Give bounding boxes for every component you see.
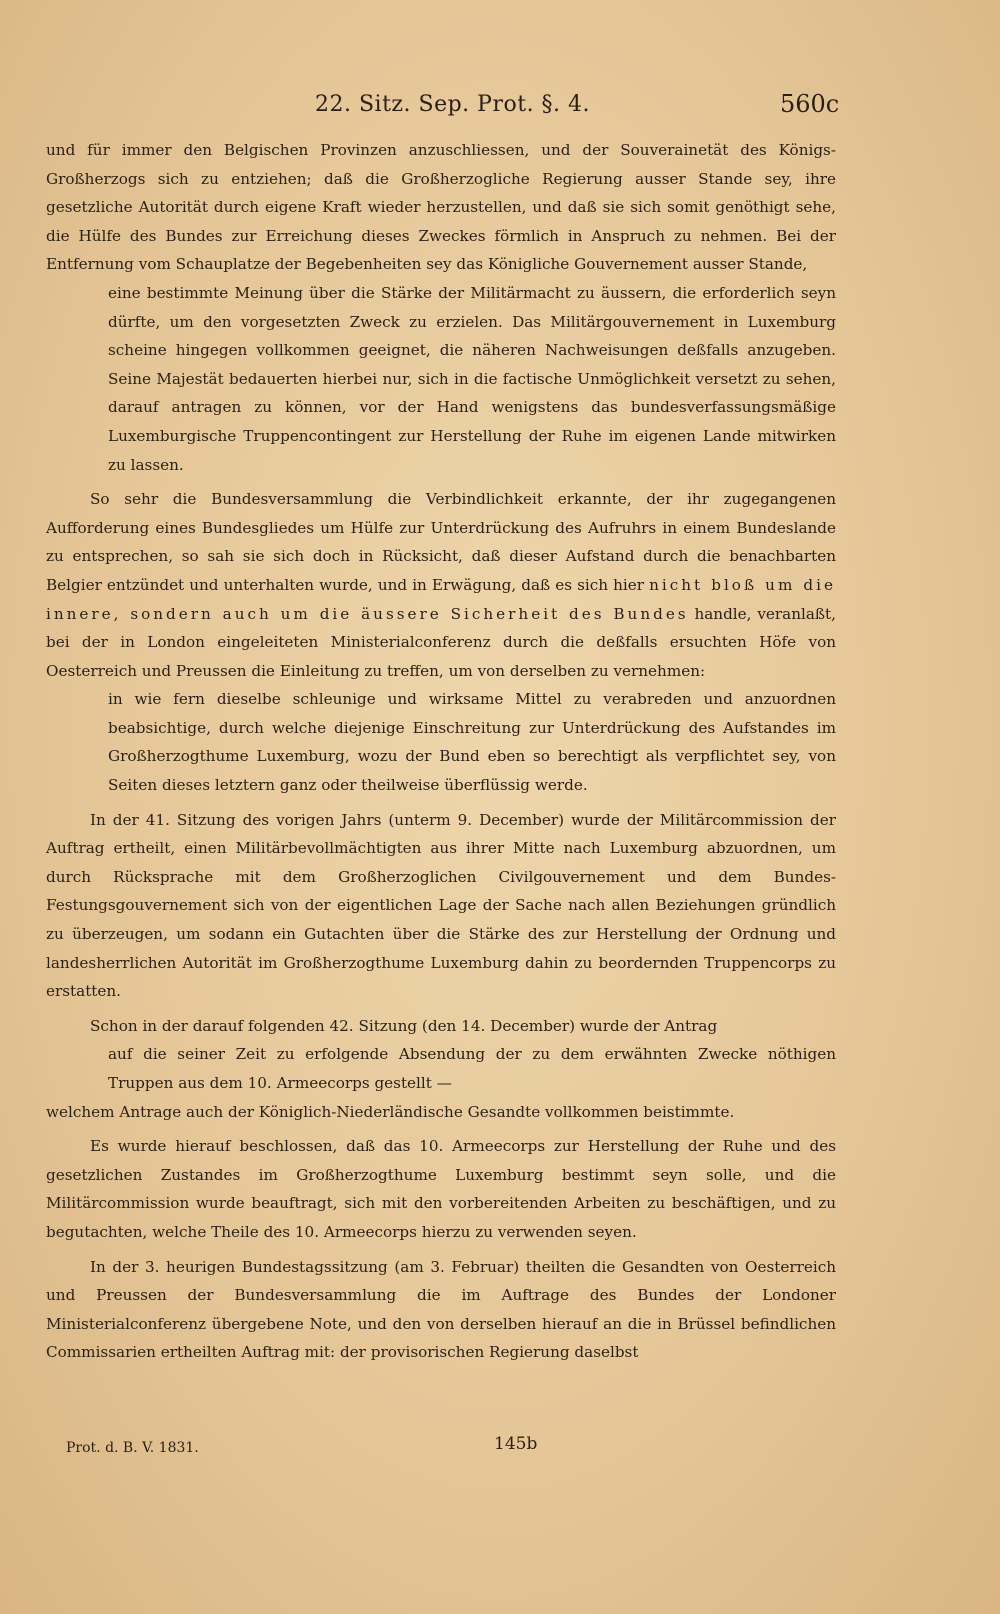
sheet-mark: 145b — [494, 1434, 538, 1454]
paragraph-7: In der 3. heurigen Bundestagssitzung (am 3. Februar) theilten die Gesandten von Oesterreich und Preussen der Bundesversammlung die im Auftrage des Bundes der Londoner Ministerialconferenz übergebene Note, und den von derselben hierauf an die in Brüssel befindlichen Commissarien ertheilten Auftrag mit: der provisorischen Regierung daselbst — [46, 1257, 836, 1362]
paragraph-5: welchem Antrage auch der Königlich-Niederländische Gesandte vollkommen beistimmte. — [46, 1102, 735, 1121]
page-number: 560c — [780, 90, 840, 118]
paragraph-4: Schon in der darauf folgenden 42. Sitzung (den 14. December) wurde der Antrag — [90, 1016, 718, 1035]
paragraph-2-emphasis: nicht bloß um die innere, sondern auch um die äussere Sicherheit des Bundes — [46, 575, 836, 623]
paragraph-continuation: und für immer den Belgischen Provinzen anzuschliessen, und der Souverainetät des Königs-Großherzogs sich zu entziehen; daß die Großherzogliche Regierung ausser Stande sey, ihre gesetzliche Autorität durch eigene Kraft wieder herzustellen, und daß sie sich somit genöthigt sehe, die Hülfe des Bundes zur Erreichung dieses Zweckes förmlich in Anspruch zu nehmen. Bei der Entfernung vom Schauplatze der Begebenheiten sey das Königliche Gouvernement ausser Stande, — [46, 141, 836, 274]
quoted-passage-3: auf die seiner Zeit zu erfolgende Absendung der zu dem erwähnten Zwecke nöthigen Truppen aus dem 10. Armeecorps gestellt — — [108, 1045, 836, 1092]
paragraph-2-end: handle, veranlaßt, bei der in London eingeleiteten Ministerialconferenz durch die deßfalls ersuchten Höfe von Oesterreich und Preussen die Einleitung zu treffen, um von derselben zu vernehmen: — [46, 604, 836, 680]
quoted-passage-2: in wie fern dieselbe schleunige und wirksame Mittel zu verabreden und anzuordnen beabsichtige, durch welche diejenige Einschreitung zur Unterdrückung des Aufstandes im Großherzogthume Luxemburg, wozu der Bund eben so berechtigt als verpflichtet sey, von Seiten dieses letztern ganz oder theilweise überflüssig werde. — [108, 690, 836, 795]
body-text — [46, 136, 836, 1367]
paragraph-6: Es wurde hierauf beschlossen, daß das 10. Armeecorps zur Herstellung der Ruhe und des gesetzlichen Zustandes im Großherzogthume Luxemburg bestimmt seyn solle, und die Militärcommission wurde beauftragt, sich mit den vorbereitenden Arbeiten zu beschäftigen, und zu begutachten, welche Theile des 10. Armeecorps hierzu zu verwenden seyen. — [46, 1137, 836, 1241]
paragraph-2 — [46, 485, 836, 685]
paragraph-2-start: So sehr die Bundesversammlung die Verbindlichkeit erkannte, der ihr zugegangenen Aufforderung eines Bundesgliedes um Hülfe zur Unterdrückung des Aufruhrs in einem Bundeslande zu entsprechen, so sah sie sich doch in Rücksicht, daß dieser Aufstand durch die benachbarten Belgier entzündet und unterhalten wurde, und in Erwägung, daß es sich hier — [46, 490, 836, 594]
running-header — [0, 88, 1000, 128]
signature-mark: Prot. d. B. V. 1831. — [66, 1440, 199, 1456]
quoted-passage-1: eine bestimmte Meinung über die Stärke der Militärmacht zu äussern, die erforderlich seyn dürfte, um den vorgesetzten Zweck zu erzielen. Das Militärgouvernement in Luxemburg scheine hingegen vollkommen geeignet, die näheren Nachweisungen deßfalls anzugeben. Seine Majestät bedauerten hierbei nur, sich in die factische Unmöglichkeit versetzt zu sehen, darauf antragen zu können, vor der Hand wenigstens das bundesverfassungsmäßige Luxemburgische Truppencontingent zur Herstellung der Ruhe im eigenen Lande mitwirken zu lassen. — [108, 283, 836, 474]
paragraph-3: In der 41. Sitzung des vorigen Jahrs (unterm 9. December) wurde der Militärcommission der Auftrag ertheilt, einen Militärbevollmächtigten aus ihrer Mitte nach Luxemburg abzuordnen, um durch Rücksprache mit dem Großherzoglichen Civilgouvernement und dem Bundes-Festungsgouvernement sich von der eigentlichen Lage der Sache nach allen Beziehungen gründlich zu überzeugen, um sodann ein Gutachten über die Stärke des zur Herstellung der Ordnung und landesherrlichen Autorität im Großherzogthume Luxemburg dahin zu beordernden Truppencorps zu erstatten. — [46, 810, 836, 1001]
header-title: 22. Sitz. Sep. Prot. §. 4. — [315, 92, 591, 117]
page-footer — [0, 1434, 1000, 1470]
